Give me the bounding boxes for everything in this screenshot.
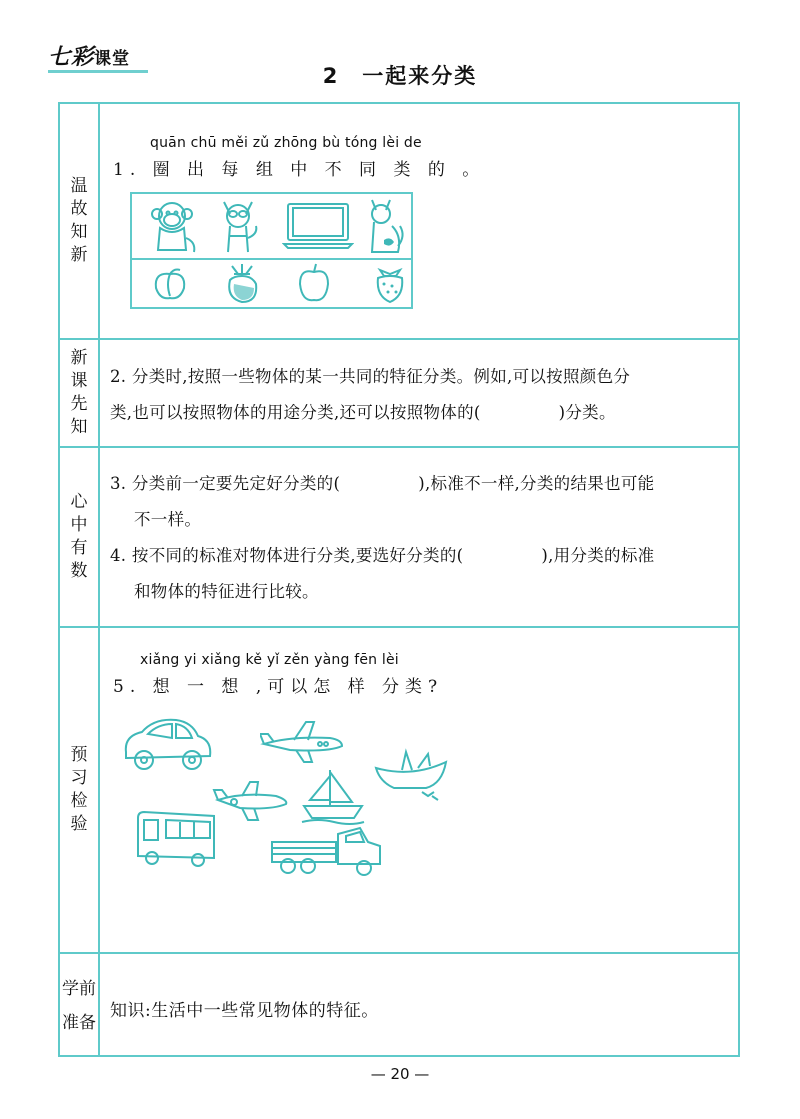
car-icon[interactable] [120,712,216,776]
section-content [100,954,738,1057]
section-content [100,340,738,446]
question-3-line-1 [110,466,740,502]
monkey-icon[interactable] [146,198,202,254]
question-5: 5. 想 一 想 ,可以怎 样 分类? [113,677,444,697]
section-label-cell [60,340,100,446]
question-3-text-a: 3. 分类前一定要先定好分类的( [110,474,341,493]
question-4-line-1 [110,538,740,574]
section-label-cell [60,628,100,952]
question-2 [110,359,740,431]
apple-icon[interactable] [294,262,334,306]
section-content [100,104,738,338]
airplane-icon[interactable] [260,718,346,764]
eggplant-icon[interactable] [222,262,262,306]
question-2-text-a: 类,也可以按照物体的用途分类,还可以按照物体的( [110,403,481,422]
bus-icon[interactable] [134,808,220,868]
section-label: 心中有数 [70,492,88,581]
question-4-text-b: ),用分类的标准 [541,546,655,565]
question-4-text-a: 4. 按不同的标准对物体进行分类,要选好分类的( [110,546,464,565]
question-2-text-b: )分类。 [558,403,616,422]
section-label: 新课先知 [70,348,88,437]
cat-icon[interactable] [364,196,408,256]
strawberry-icon[interactable] [372,262,408,306]
section-label-line-1: 学前 [62,978,96,999]
question-1: 1. 圈 出 每 组 中 不 同 类 的 。 [113,160,486,180]
section-label: 温故知新 [70,176,88,265]
section-content [100,628,738,952]
section-label-cell [60,954,100,1057]
question-2-line-2 [110,395,740,431]
section-label-line-2: 准备 [62,1012,96,1033]
question-3-line-2: 不一样。 [134,510,202,529]
page-title: 2 一起来分类 [322,64,478,88]
section-key-points [60,448,738,628]
section-preview [60,340,738,448]
question-2-line-1: 2. 分类时,按照一些物体的某一共同的特征分类。例如,可以按照颜色分 [110,367,631,386]
section-content [100,448,738,626]
section-prep [60,954,738,1057]
question-4-line-2: 和物体的特征进行比较。 [134,582,319,601]
grid-divider [132,258,411,260]
page-number: — 20 — [370,1065,430,1083]
pinyin-line: quān chū měi zǔ zhōng bù tóng lèi de [150,135,422,151]
section-check [60,628,738,954]
question-3-4 [110,466,740,610]
section-review [60,104,738,340]
worksheet-frame [58,102,740,1057]
section-label-cell [60,104,100,338]
logo-big-text: 七彩 [48,44,95,70]
logo-small-text: 课堂 [94,49,131,69]
pinyin-line: xiǎng yi xiǎng kě yǐ zěn yàng fēn lèi [140,652,399,668]
ship-icon[interactable] [372,748,450,802]
dog-icon[interactable] [214,196,262,256]
truck-icon[interactable] [268,824,388,878]
section-label-cell [60,448,100,626]
question-3-text-b: ),标准不一样,分类的结果也可能 [418,474,655,493]
peach-icon[interactable] [150,266,190,302]
small-airplane-icon[interactable] [212,778,290,824]
prep-knowledge-text: 知识:生活中一些常见物体的特征。 [110,1001,379,1021]
section-label: 预习检验 [70,745,88,834]
section-label [60,972,98,1040]
sailboat-icon[interactable] [300,766,366,826]
laptop-icon[interactable] [282,202,354,250]
picture-grid [130,192,413,309]
